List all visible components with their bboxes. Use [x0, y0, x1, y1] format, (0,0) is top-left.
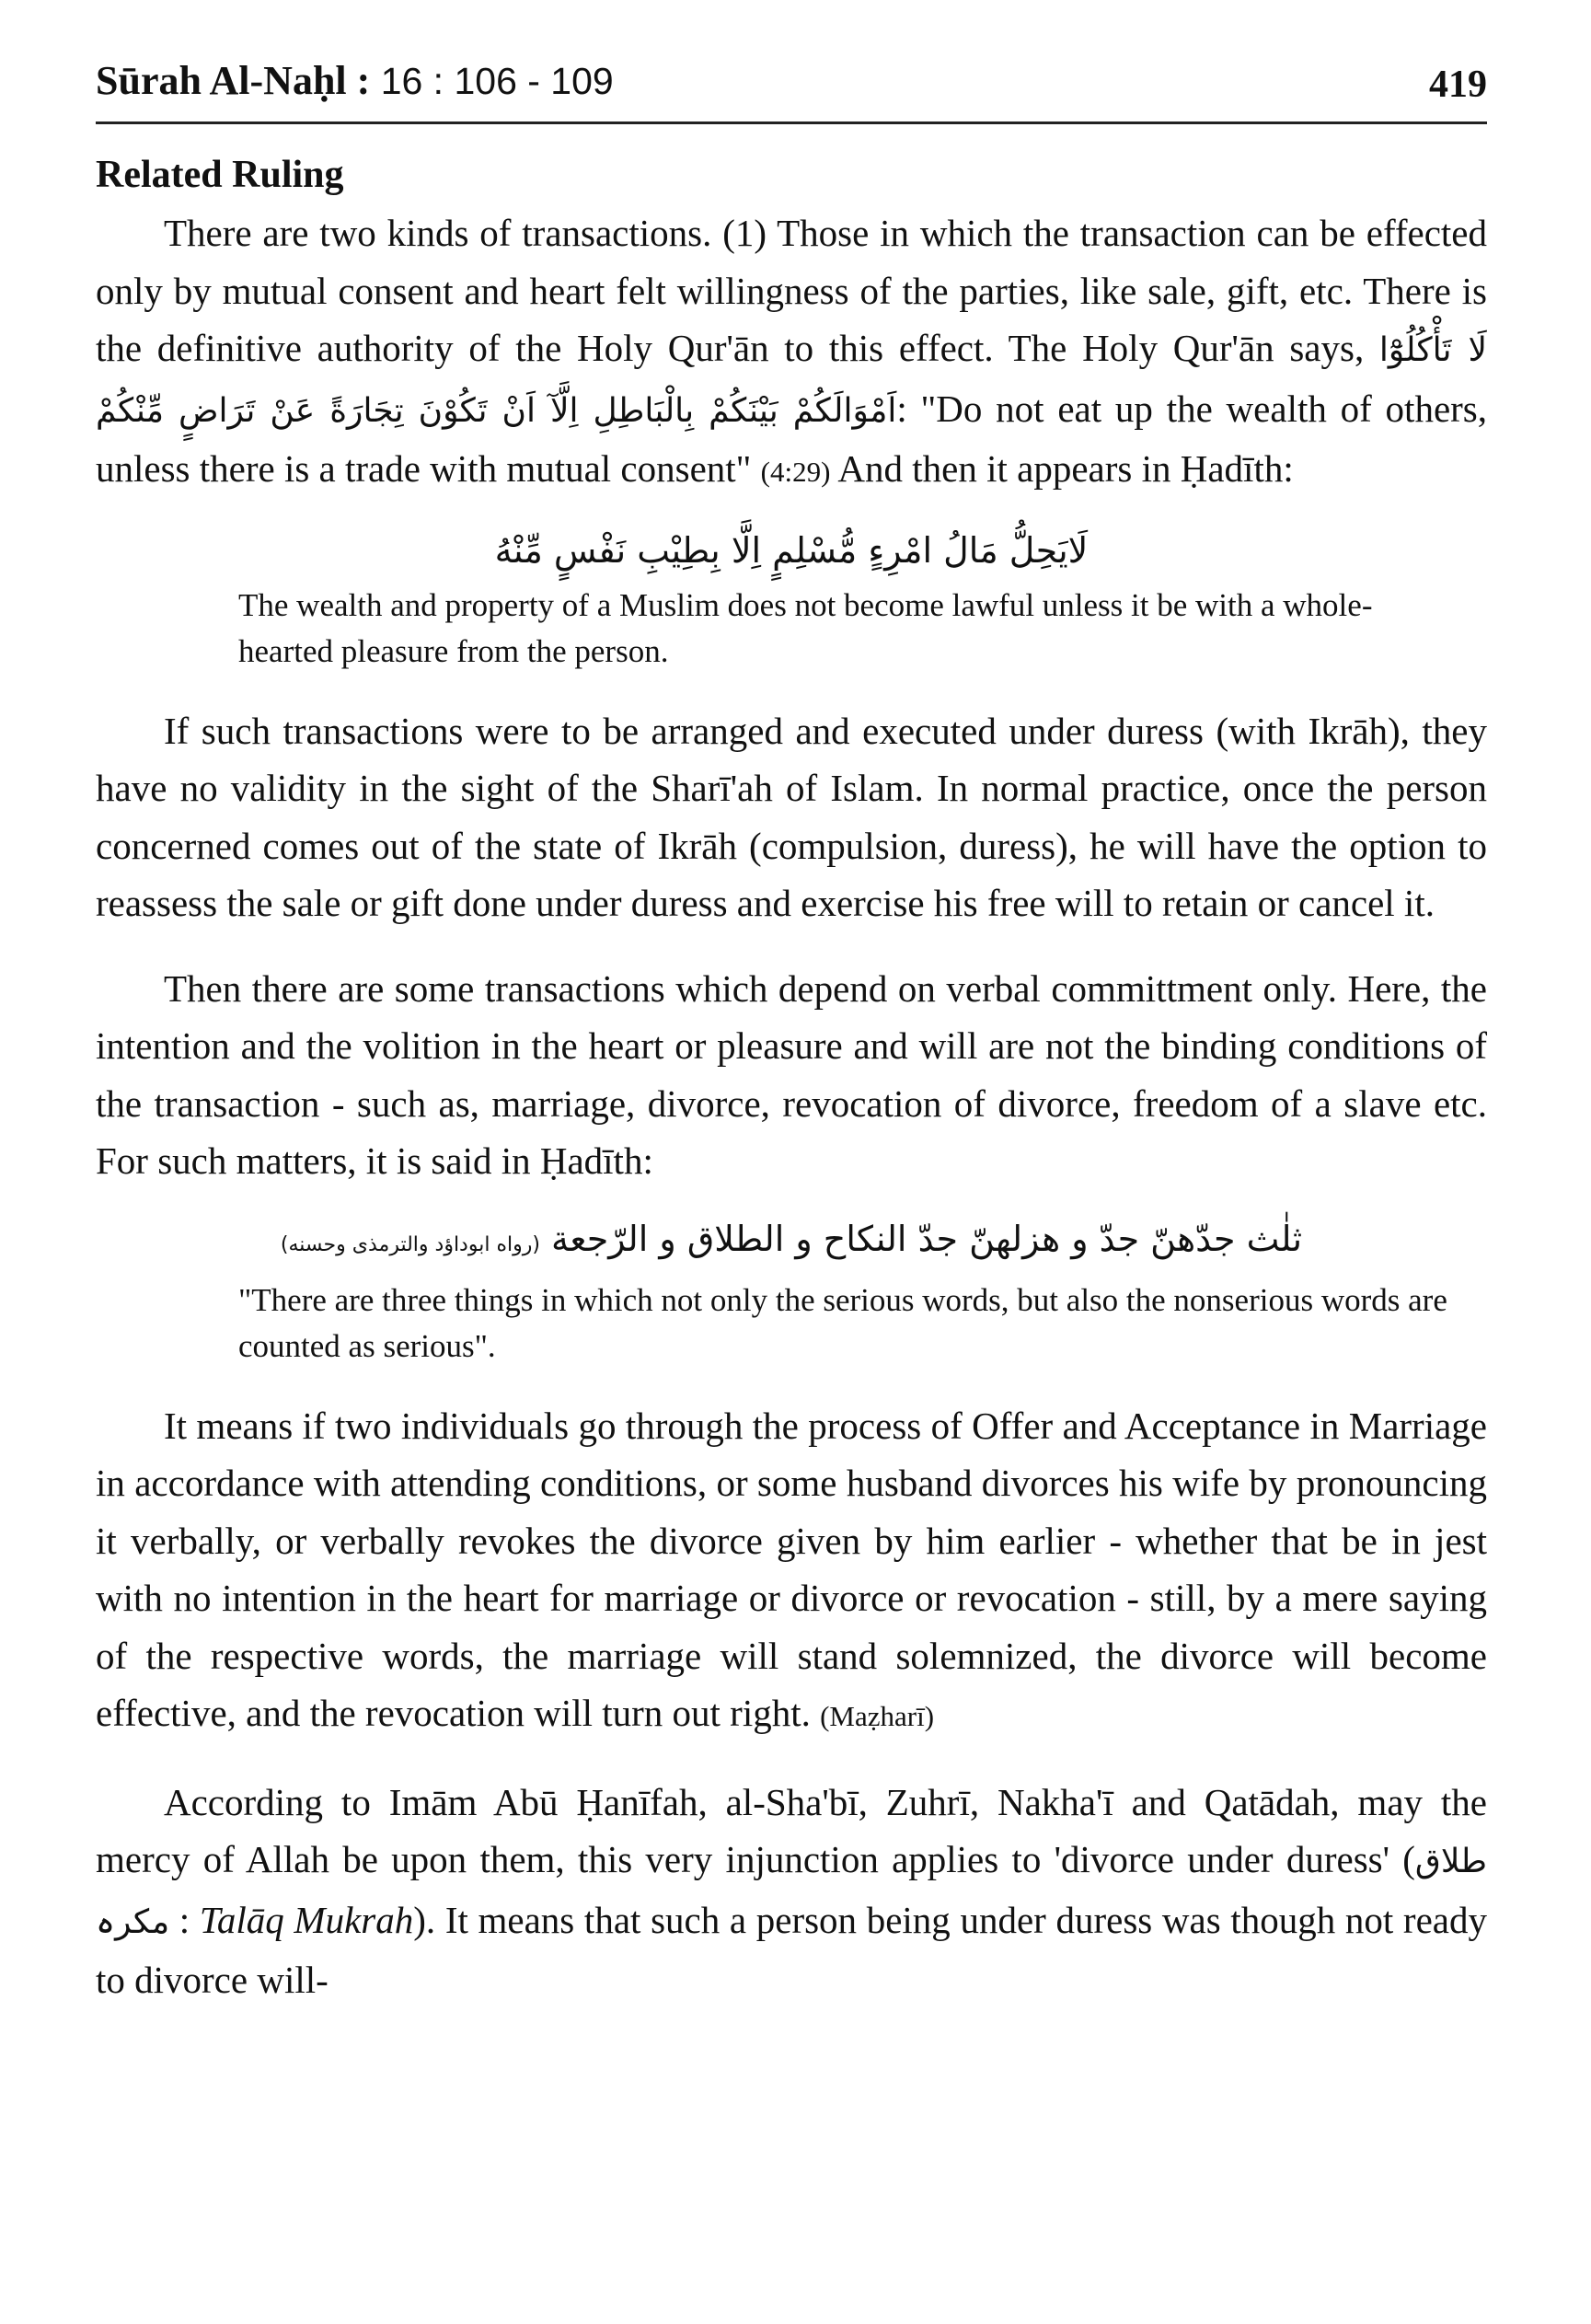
verse-reference: (4:29) — [760, 456, 831, 488]
paragraph-imam — [96, 1774, 1487, 2009]
hadith-translation: The wealth and property of a Muslim does not become lawful unless it be with a whole-hearted pleasure from the person. — [238, 586, 1373, 669]
hadith-text-arabic: ثلٰث جدّهنّ جدّ و هزلهنّ جدّ النكاح و الطلاق و الرّجعة — [551, 1218, 1303, 1259]
page-body — [96, 145, 1487, 2009]
paragraph-text: It means if two individuals go through the process of Offer and Acceptance in Marriage in accordance with attending conditions, or some husband divorces his wife by pronouncing it verbally, or verbally revokes the divorce given by him earlier - whether that be in jest with no intention in the heart for marriage or divorce or revocation - still, by a mere saying of the respective words, the marriage will stand solemnized, the divorce will become effective, and the revocation will turn out right. — [96, 1404, 1487, 1734]
paragraph-text: : "Do not eat up the wealth of others, unless there is a trade with mutual consent" — [96, 387, 1488, 490]
page-header — [96, 53, 1487, 118]
source-reference: (Maẓharī) — [820, 1700, 935, 1732]
paragraph-text: ). It means that such a person being under duress was though not ready to divorce will- — [96, 1898, 1487, 2001]
header-divider — [96, 121, 1487, 124]
verse-range: 16 : 106 - 109 — [370, 60, 614, 102]
paragraph-marriage — [96, 1397, 1487, 1746]
surah-name: Sūrah Al-Naḥl : — [96, 58, 371, 103]
hadith-arabic: لَايَحِلُّ مَالُ امْرِءٍ مُّسْلِمٍ اِلَّا بِطِيْبِ نَفْسٍ مِّنْهُ — [494, 529, 1089, 571]
quran-verse-arabic: لَا تَأْكُلُوْٓا اَمْوَالَكُمْ بَيْنَكُمْ بِالْبَاطِلِ اِلَّآ اَنْ تَكُوْنَ تِجَارَةً عَنْ تَرَاضٍ مِّنْكُمْ — [96, 331, 1488, 430]
paragraph-duress: If such transactions were to be arranged and executed under duress (with Ikrāh), they have no validity in the sight of the Sharī'ah of Islam. In normal practice, once the person concerned comes out of the state of Ikrāh (compulsion, duress), he will have the option to reassess the sale or gift done under duress and exercise his free will to retain or cancel it. — [96, 709, 1487, 924]
hadith-source: (رواه ابوداؤد والترمذی وحسنه) — [280, 1232, 540, 1256]
paragraph-verbal: Then there are some transactions which depend on verbal committment only. Here, the intention and the volition in the heart or pleasure and will are not the binding conditions of the transaction - such as, marriage, divorce, revocation of divorce, freedom of a slave etc. For such matters, it is said in Ḥadīth: — [96, 966, 1487, 1182]
paragraph-text: According to Imām Abū Ḥanīfah, al-Sha'bī, Zuhrī, Nakha'ī and Qatādah, may the mercy of Allah be upon them, this very injunction applies to 'divorce under duress' ( — [96, 1780, 1487, 1880]
paragraph-text: And then it appears in Ḥadīth: — [830, 447, 1294, 490]
running-title — [96, 57, 614, 104]
page-number: 419 — [1429, 64, 1487, 106]
paragraph-text: There are two kinds of transactions. (1) Those in which the transaction can be effected only by mutual consent and heart felt willingness of the parties, like sale, gift, etc. There is the definitive authority of the Holy Qur'ān to this effect. The Holy Qur'ān says, — [96, 212, 1487, 369]
arabic-term: طلاق مکرہ — [96, 1843, 1487, 1941]
hadith-translation: "There are three things in which not only the serious words, but also the nonserious words are counted as serious". — [238, 1281, 1447, 1364]
hadith-arabic — [96, 1207, 1487, 1278]
transliterated-term: Talāq Mukrah — [199, 1898, 414, 1941]
paragraph-transactions — [96, 204, 1487, 502]
section-heading: Related Ruling — [96, 154, 344, 196]
separator: : — [169, 1898, 200, 1941]
